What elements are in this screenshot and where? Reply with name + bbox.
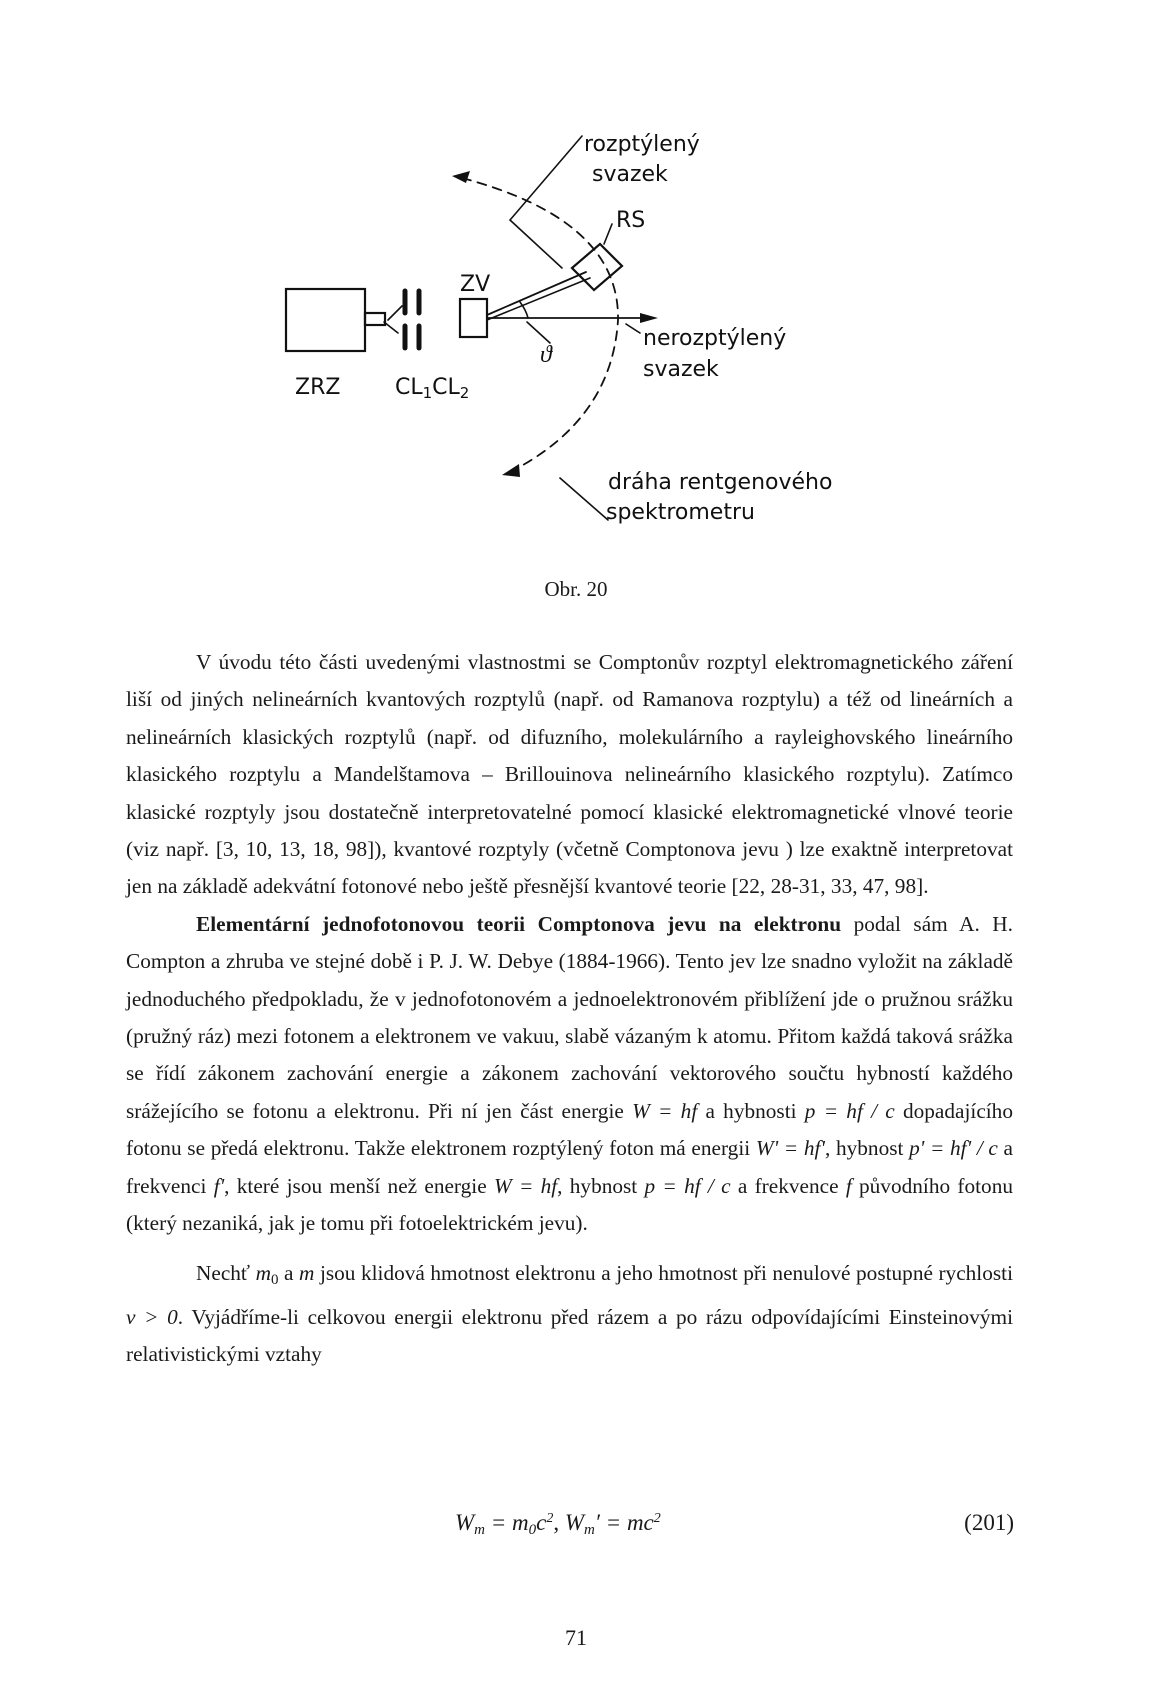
- label-scattered-beam-2: svazek: [592, 162, 668, 187]
- label-zrz: ZRZ: [295, 375, 341, 400]
- label-unscattered-2: svazek: [643, 357, 719, 382]
- label-rs: RS: [616, 208, 646, 233]
- bold-lead: Elementární jednofotonovou teorii Comptonova jevu na elektronu: [196, 911, 842, 936]
- label-zv: ZV: [460, 272, 491, 297]
- label-unscattered-1: nerozptýlený: [643, 326, 787, 351]
- equation-number: (201): [964, 1510, 1014, 1535]
- equation-body: $W_m = m_0c^2$, $W_m' = mc^2$: [455, 1510, 661, 1538]
- source-nozzle: [365, 313, 385, 325]
- label-scattered-beam-1: rozptýlený: [584, 132, 700, 157]
- spectrometer-path-arc: [462, 178, 618, 470]
- compton-diagram: [0, 0, 1152, 570]
- paragraph-1: V úvodu této části uvedenými vlastnostmi se Comptonův rozptyl elektromagnetického záření liší od jiných nelineárních kvantových rozptylů (např. od Ramanova rozptylu) a též od lineárních a nelineárních klasických rozptylů (např. od difuzního, molekulárního a rayleighovského lineárního klasického rozptylu a Mandelštamova – Brillouinova nelineárního klasického rozptylu). Zatímco klasické rozptyly jsou dostatečně interpretovatelné pomocí klasické elektromagnetické vlnové teorie (viz např. [3, 10, 13, 18, 98]), kvantové rozptyly (včetně Comptonova jevu ) lze exaktně interpretovat jen na základě adekvátní fotonové nebo ještě přesnější kvantové teorie [22, 28-31, 33, 47, 98].: [126, 650, 1013, 899]
- scattered-beam: [487, 272, 586, 315]
- equation-201: [0, 1510, 1152, 1550]
- sample-box: [460, 299, 487, 337]
- path-arrow-top: [452, 171, 470, 183]
- figure-caption: Obr. 20: [544, 577, 608, 601]
- page-number: 71: [565, 1625, 587, 1650]
- label-spectrometer-path-1: dráha rentgenového: [608, 470, 833, 495]
- unscattered-arrowhead: [640, 313, 658, 323]
- paragraph-3: Nechť $m_0$ a m jsou klidová hmotnost elektronu a jeho hmotnost při nenulové postupné rychlosti v > 0. Vyjádříme-li celkovou energii elektronu před rázem a po rázu odpovídajícími Einsteinovými relativistickými vztahy: [126, 1260, 1013, 1367]
- paragraph-2: Elementární jednofotonovou teorii Comptonova jevu na elektronu podal sám A. H. Compton a zhruba ve stejné době i P. J. W. Debye (1884-1966). Tento jev lze snadno vyložit na základě jednoduchého předpokladu, že v jednofotonovém a jednoelektronovém přiblížení jde o pružnou srážku (pružný ráz) mezi fotonem a elektronem ve vakuu, slabě vázaným k atomu. Přitom každá taková srážka se řídí zákonem zachování energie a zákonem zachování vektorového součtu hybností každého srážejícího se fotonu a elektronu. Při ní jen část energie W = hf a hybnosti p = hf / c dopadajícího fotonu se předá elektronu. Takže elektronem rozptýlený foton má energii W' = hf', hybnost p' = hf' / c a frekvenci f', které jsou menší než energie W = hf, hybnost p = hf / c a frekvence f původního fotonu (který nezaniká, jak je tomu při fotoelektrickém jevu).: [126, 911, 1014, 1236]
- xray-source-box: [286, 289, 365, 351]
- body-text: [126, 644, 1013, 1374]
- figure-compton-setup: [0, 0, 1152, 570]
- label-collimators: $CL_1CL_2$: [395, 375, 470, 402]
- path-arrow-bottom: [502, 464, 520, 477]
- label-angle-theta: ϑ: [540, 342, 552, 368]
- label-spectrometer-path-2: spektrometru: [606, 500, 755, 525]
